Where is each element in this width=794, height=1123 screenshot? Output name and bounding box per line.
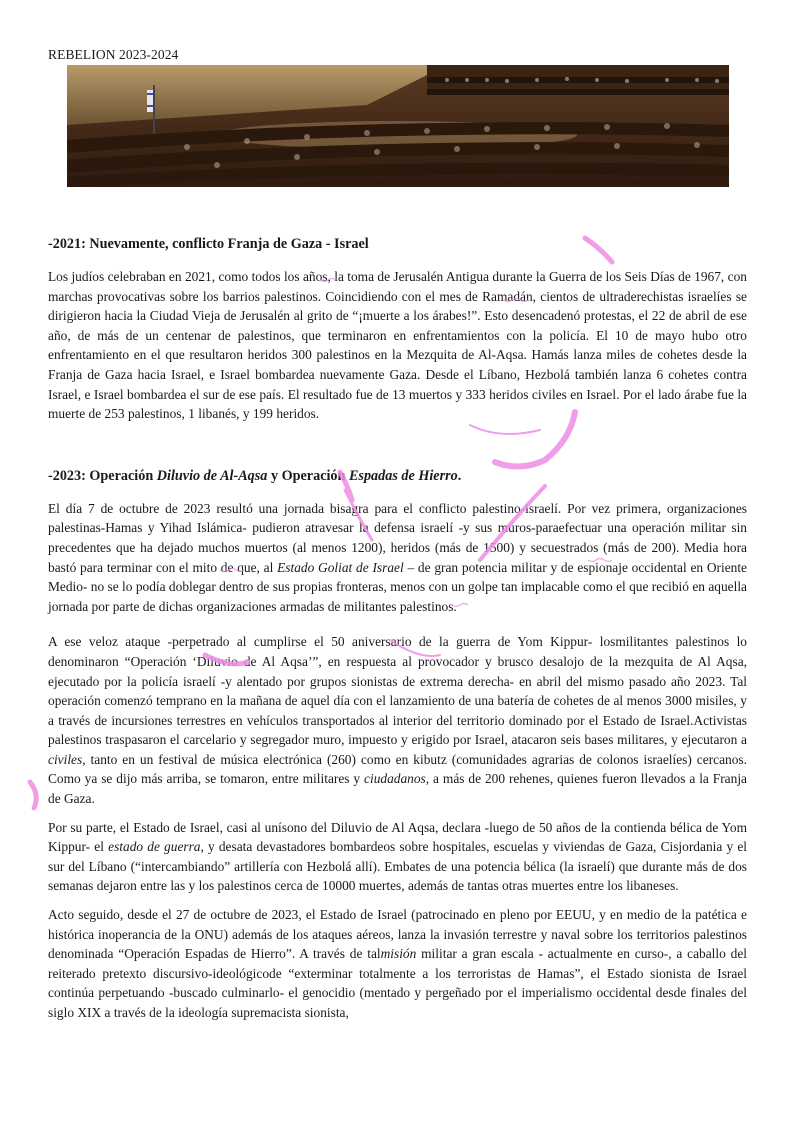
section-2023-paragraph-4: Acto seguido, desde el 27 de octubre de 2023, el Estado de Israel (patrocinado en pleno por EEUU, y en medio de la patética e histórica inoperancia de la ONU) además de los ataques aéreos, lanza la invasión terrestre y naval sobre los territorios palestinos denominada “Operación Espadas de Hierro”. A través de talmisión militar a gran escala - actualmente en curso-, a caballo del reiterado pretexto discursivo-ideológicode “exterminar totalmente a los terroristas de Hamas”, el Estado sionista de Israel continúa perpetuando -buscado culminarlo- el genocidio (mentado y pergeñado por el imperialismo occidental desde finales del siglo XIX a través de la ideología supremacista sionista,: [48, 907, 747, 1020]
section-2023-title: -2023: Operación Diluvio de Al-Aqsa y Operación Espadas de Hierro.: [48, 467, 462, 484]
section-2023-paragraph-2: A ese veloz ataque -perpetrado al cumplirse el 50 aniversario de la guerra de Yom Kippur- losmilitantes palestinos lo denominaron “Operación ‘Diluvio de Al Aqsa’”, en respuesta al provocador y brusco desalojo de la mezquita de Al Aqsa, ejecutado por la policía israelí -y alentado por grupos sionistas de extrema derecha- en abril del mismo pasado año 2023. Tal operación comenzó temprano en la mañana de aquel día con el lanzamiento de una batería de cohetes de al menos 3000 misiles, y a través de incursiones terrestres en vehículos transportados al interior del territorio dominado por el Estado de Israel.Activistas palestinos traspasaron el carcelario y segregador muro, impuesto y erigido por Israel, atacaron seis bases militares, y ejecutaron a civiles, tanto en un festival de música electrónica (260) como en kibutz (comunidades agrarias de colonos israelíes) cercanos. Como ya se dijo más arriba, se tomaron, entre militares y ciudadanos, a más de 200 rehenes, quienes fueron llevados a la Franja de Gaza.: [48, 634, 747, 807]
parliament-photo: [67, 65, 729, 187]
section-2021-paragraph: Los judíos celebraban en 2021, como todos los años, la toma de Jerusalén Antigua durante la Guerra de los Seis Días de 1967, con marchas provocativas sobre los barrios palestinos. Coincidiendo con el mes de Ramadán, cientos de ultraderechistas israelíes se dirigieron hacia la Ciudad Vieja de Jerusalén al grito de “¡muerte a los árabes!”. Esto desencadenó protestas, el 22 de abril de ese año, de más de un centenar de palestinos, que terminaron en enfrentamientos con la policía. El 10 de mayo hubo otro enfrentamiento en el que resultaron heridos 300 palestinos en la Mezquita de Al-Aqsa. Hamás lanza miles de cohetes desde la Franja de Gaza hacia Israel, e Israel bombardea nuevamente Gaza. Desde el Líbano, Hezbolá también lanza 6 cohetes contra Israel, e Israel bombardea el sur de ese país. El resultado fue de 13 muertos y 333 heridos civiles en Israel. Por el lado árabe fue la muerte de 253 palestinos, 1 libanés, y 199 heridos.: [48, 269, 747, 422]
section-2021-title: -2021: Nuevamente, conflicto Franja de Gaza - Israel: [48, 236, 369, 252]
document-body: [48, 234, 747, 1032]
section-2023-paragraph-1: El día 7 de octubre de 2023 resultó una jornada bisagra para el conflicto palestino-israelí. Por vez primera, organizaciones palestinas-Hamas y Yihad Islámica- pudieron atravesar la defensa israelí -y sus muros-paraefectuar una operación militar sin precedentes que ha dejado muchos muertos (al menos 1200), heridos (más de 1500) y secuestrados (más de 200). Media hora bastó para terminar con el mito de que, al Estado Goliat de Israel – de gran potencia militar y de espionaje occidental en Oriente Medio- no se lo podía doblegar dentro de sus propias fronteras, menos con un golpe tan implacable como el que recibió en aquella jornada por parte de dichas organizaciones armadas de militantes palestinos.: [48, 500, 747, 614]
section-2023-paragraph-3: Por su parte, el Estado de Israel, casi al unísono del Diluvio de Al Aqsa, declara -luego de 50 años de la contienda bélica de Yom Kippur- el estado de guerra, y desata devastadores bombardeos sobre hospitales, escuelas y viviendas de Gaza, Cisjordania y el sur del Líbano (“intercambiando” artillería con Hezbolá allí). Embates de una potencia bélica (la israelí) que durante más de dos semanas dejaron entre las y los palestinos cerca de 10000 muertes, además de tantas otras muertes entre los libaneses.: [48, 819, 747, 894]
document-header-label: REBELION 2023-2024: [48, 47, 179, 62]
